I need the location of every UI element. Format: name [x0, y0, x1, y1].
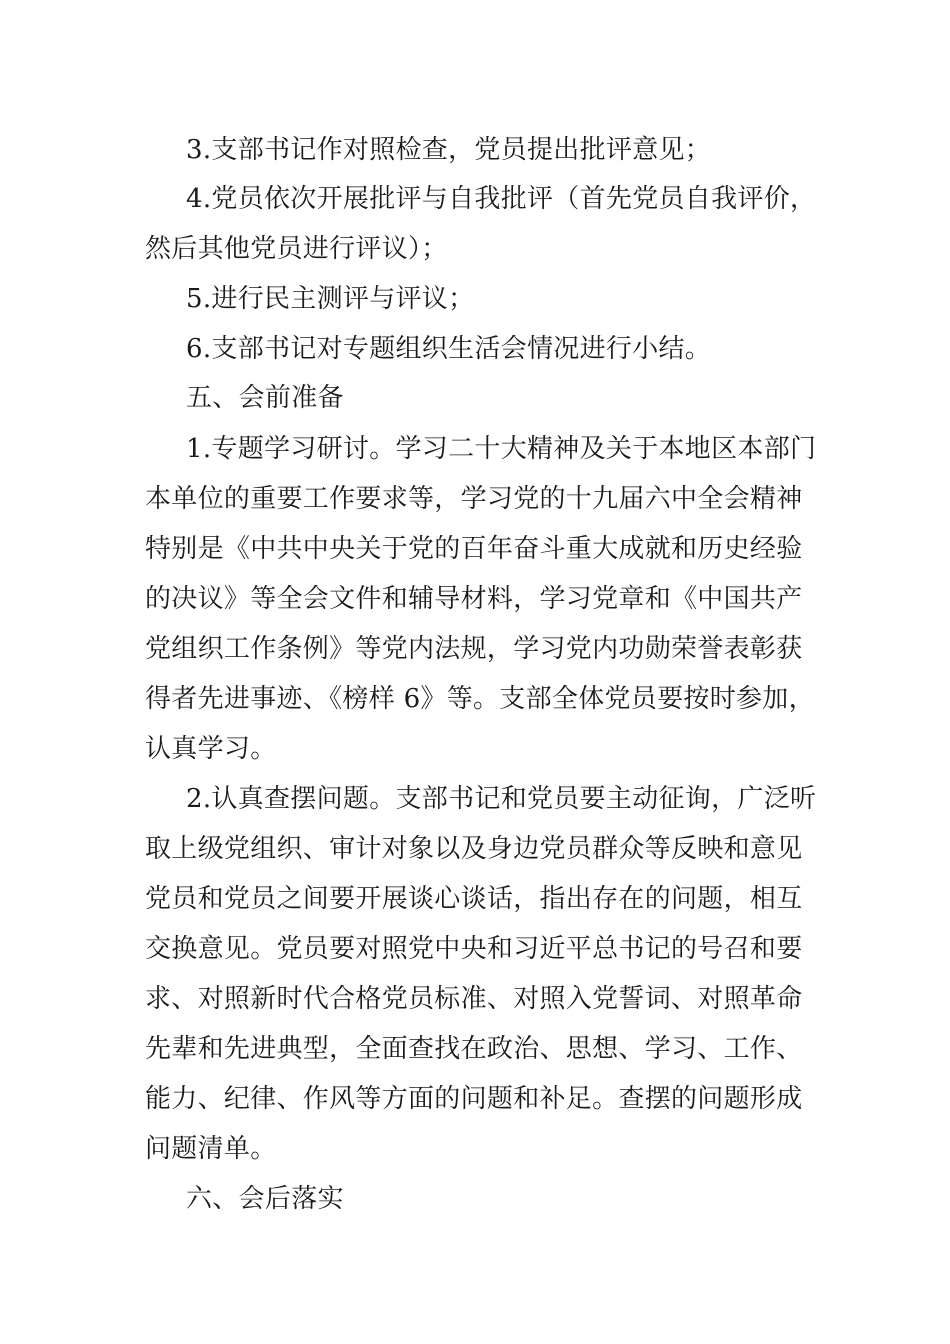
section-heading-6: 六、会后落实	[186, 1184, 344, 1214]
paragraph-item-4-line-1: 4.党员依次开展批评与自我批评（首先党员自我评价，	[186, 184, 817, 214]
paragraph-item-5: 5.进行民主测评与评议；	[186, 284, 475, 314]
issue-paragraph-line-5: 求、对照新时代合格党员标准、对照入党誓词、对照革命	[145, 984, 803, 1014]
study-paragraph-line-5: 党组织工作条例》等党内法规，学习党内功勋荣誉表彰获	[145, 634, 803, 664]
study-paragraph-line-3: 特别是《中共中央关于党的百年奋斗重大成就和历史经验	[145, 534, 803, 564]
paragraph-item-6: 6.支部书记对专题组织生活会情况进行小结。	[186, 334, 712, 364]
issue-paragraph-line-1: 2.认真查摆问题。支部书记和党员要主动征询，广泛听	[186, 784, 817, 814]
issue-paragraph-line-3: 党员和党员之间要开展谈心谈话，指出存在的问题，相互	[145, 884, 803, 914]
study-paragraph-line-7: 认真学习。	[145, 734, 277, 764]
paragraph-item-3: 3.支部书记作对照检查，党员提出批评意见；	[186, 135, 712, 165]
issue-paragraph-line-8: 问题清单。	[145, 1134, 277, 1164]
issue-paragraph-line-2: 取上级党组织、审计对象以及身边党员群众等反映和意见	[145, 834, 803, 864]
study-paragraph-line-6: 得者先进事迹、《榜样 6》等。支部全体党员要按时参加，	[145, 684, 815, 714]
section-heading-5: 五、会前准备	[186, 383, 344, 413]
issue-paragraph-line-4: 交换意见。党员要对照党中央和习近平总书记的号召和要	[145, 934, 803, 964]
issue-paragraph-line-7: 能力、纪律、作风等方面的问题和补足。查摆的问题形成	[145, 1084, 803, 1114]
paragraph-item-4-line-2: 然后其他党员进行评议）；	[145, 234, 448, 264]
study-paragraph-line-4: 的决议》等全会文件和辅导材料，学习党章和《中国共产	[145, 584, 803, 614]
study-paragraph-line-1: 1.专题学习研讨。学习二十大精神及关于本地区本部门	[186, 434, 817, 464]
issue-paragraph-line-6: 先辈和先进典型，全面查找在政治、思想、学习、工作、	[145, 1034, 803, 1064]
study-paragraph-line-2: 本单位的重要工作要求等，学习党的十九届六中全会精神	[145, 484, 803, 514]
